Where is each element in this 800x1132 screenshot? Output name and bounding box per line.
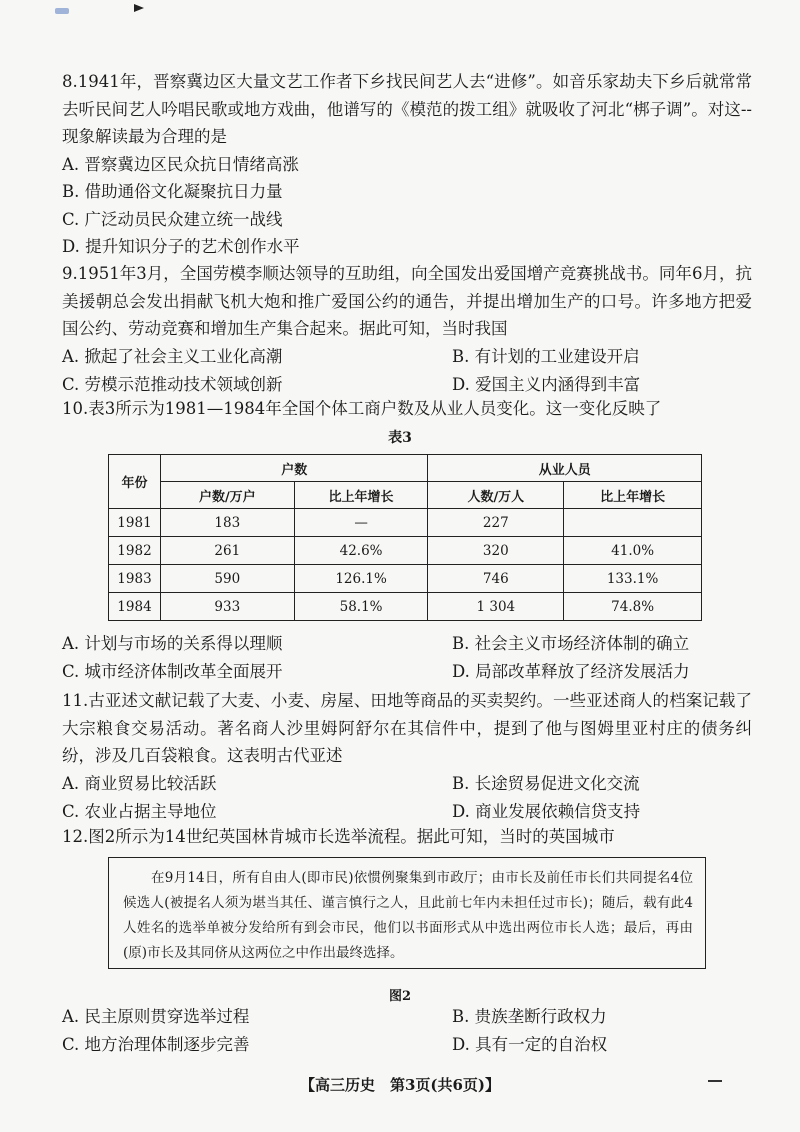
options xyxy=(62,770,752,826)
cell-year: 1982 xyxy=(109,537,161,565)
cell-workers-growth xyxy=(564,509,702,537)
header-year: 年份 xyxy=(109,455,161,509)
option-d[interactable]: D. 局部改革释放了经济发展活力 xyxy=(452,662,690,681)
table-caption: 表3 xyxy=(388,430,412,446)
cell-year: 1983 xyxy=(109,565,161,593)
option-c[interactable]: C. 城市经济体制改革全面展开 xyxy=(62,662,283,681)
table-row xyxy=(109,593,702,621)
cell-households-growth: 42.6% xyxy=(294,537,428,565)
cell-workers: 320 xyxy=(428,537,564,565)
cell-households: 933 xyxy=(160,593,294,621)
option-a[interactable]: A. 晋察冀边区民众抗日情绪高涨 xyxy=(62,154,299,174)
question-12-options xyxy=(62,1003,752,1059)
option-c[interactable]: C. 地方治理体制逐步完善 xyxy=(62,1035,250,1054)
cell-workers-growth: 74.8% xyxy=(564,593,702,621)
option-d[interactable]: D. 商业发展依赖信贷支持 xyxy=(452,801,641,821)
header-households-count: 户数/万户 xyxy=(160,482,294,509)
option-c[interactable]: C. 广泛动员民众建立统一战线 xyxy=(62,209,283,229)
cell-workers: 1 304 xyxy=(428,593,564,621)
question-stem: 11.古亚述文献记载了大麦、小麦、房屋、田地等商品的买卖契约。一些亚述商人的档案记载了大宗粮食交易活动。著名商人沙里姆阿舒尔在其信件中，提到了他与图姆里亚村庄的债务纠纷，涉及几百袋粮食。这表明古代亚述 xyxy=(62,691,752,765)
figure-text: 在9月14日，所有自由人(即市民)依惯例聚集到市政厅；由市长及前任市长们共同提名4位候选人(被提名人须为堪当其任、谨言慎行之人，且此前七年内未担任过市长)；随后，载有此4人姓名的选举单被分发给所有到会市民，他们以书面形式从中选出两位市长人选；最后，再由(原)市长及其同侪从这两位之中作出最终选择。 xyxy=(123,870,693,961)
option-a[interactable]: A. 掀起了社会主义工业化高潮 xyxy=(62,346,283,366)
options xyxy=(62,151,752,261)
cell-year: 1981 xyxy=(109,509,161,537)
option-b[interactable]: B. 借助通俗文化凝聚抗日力量 xyxy=(62,182,283,201)
cell-households-growth: 58.1% xyxy=(294,593,428,621)
question-11 xyxy=(62,687,752,826)
scan-artifact xyxy=(55,8,69,14)
table-row xyxy=(109,537,702,565)
option-d[interactable]: D. 提升知识分子的艺术创作水平 xyxy=(62,237,300,256)
scan-artifact xyxy=(708,1080,722,1082)
data-table xyxy=(108,454,702,621)
question-9 xyxy=(62,260,752,399)
table-row xyxy=(109,509,702,537)
question-stem: 12.图2所示为14世纪英国林肯城市长选举流程。据此可知，当时的英国城市 xyxy=(62,827,615,846)
question-10-stem xyxy=(62,395,752,423)
page-footer: 【高三历史 第3页(共6页)】 xyxy=(299,1076,501,1094)
cell-households: 261 xyxy=(160,537,294,565)
header-workers-growth: 比上年增长 xyxy=(564,482,702,509)
option-d[interactable]: D. 具有一定的自治权 xyxy=(452,1035,608,1054)
option-c[interactable]: C. 劳模示范推动技术领域创新 xyxy=(62,374,283,394)
header-workers: 从业人员 xyxy=(428,455,702,482)
option-b[interactable]: B. 贵族垄断行政权力 xyxy=(452,1007,607,1026)
question-10-options xyxy=(62,630,752,686)
option-b[interactable]: B. 社会主义市场经济体制的确立 xyxy=(452,634,690,653)
cell-workers: 746 xyxy=(428,565,564,593)
option-b[interactable]: B. 长途贸易促进文化交流 xyxy=(452,773,640,793)
header-households: 户数 xyxy=(160,455,428,482)
cell-households: 183 xyxy=(160,509,294,537)
options xyxy=(62,1003,752,1059)
cell-workers-growth: 41.0% xyxy=(564,537,702,565)
header-households-growth: 比上年增长 xyxy=(294,482,428,509)
cell-workers-growth: 133.1% xyxy=(564,565,702,593)
option-a[interactable]: A. 计划与市场的关系得以理顺 xyxy=(62,634,283,653)
figure-box xyxy=(108,857,706,969)
header-workers-count: 人数/万人 xyxy=(428,482,564,509)
option-d[interactable]: D. 爱国主义内涵得到丰富 xyxy=(452,374,641,394)
cell-households-growth: — xyxy=(294,509,428,537)
question-8 xyxy=(62,68,752,261)
options xyxy=(62,630,752,686)
question-stem: 10.表3所示为1981—1984年全国个体工商户数及从业人员变化。这一变化反映了 xyxy=(62,399,662,418)
cell-households: 590 xyxy=(160,565,294,593)
question-12-stem xyxy=(62,823,752,851)
figure-caption: 图2 xyxy=(388,989,412,1004)
option-a[interactable]: A. 民主原则贯穿选举过程 xyxy=(62,1007,250,1026)
cell-year: 1984 xyxy=(109,593,161,621)
cell-workers: 227 xyxy=(428,509,564,537)
cell-households-growth: 126.1% xyxy=(294,565,428,593)
question-stem: 8.1941年，晋察冀边区大量文艺工作者下乡找民间艺人去“进修”。如音乐家劫夫下乡后就常常去听民间艺人吟唱民歌或地方戏曲，他谱写的《模范的拨工组》就吸收了河北“梆子调”。对这--现象解读最为合理的是 xyxy=(62,72,752,146)
table-row xyxy=(109,565,702,593)
scan-artifact xyxy=(134,4,144,12)
option-b[interactable]: B. 有计划的工业建设开启 xyxy=(452,346,640,366)
options xyxy=(62,343,752,399)
question-stem: 9.1951年3月，全国劳模李顺达领导的互助组，向全国发出爱国增产竞赛挑战书。同年6月，抗美援朝总会发出捐献飞机大炮和推广爱国公约的通告，并提出增加生产的口号。许多地方把爱国公约、劳动竞赛和增加生产集合起来。据此可知，当时我国 xyxy=(62,264,752,338)
option-a[interactable]: A. 商业贸易比较活跃 xyxy=(62,773,217,793)
option-c[interactable]: C. 农业占据主导地位 xyxy=(62,801,217,821)
